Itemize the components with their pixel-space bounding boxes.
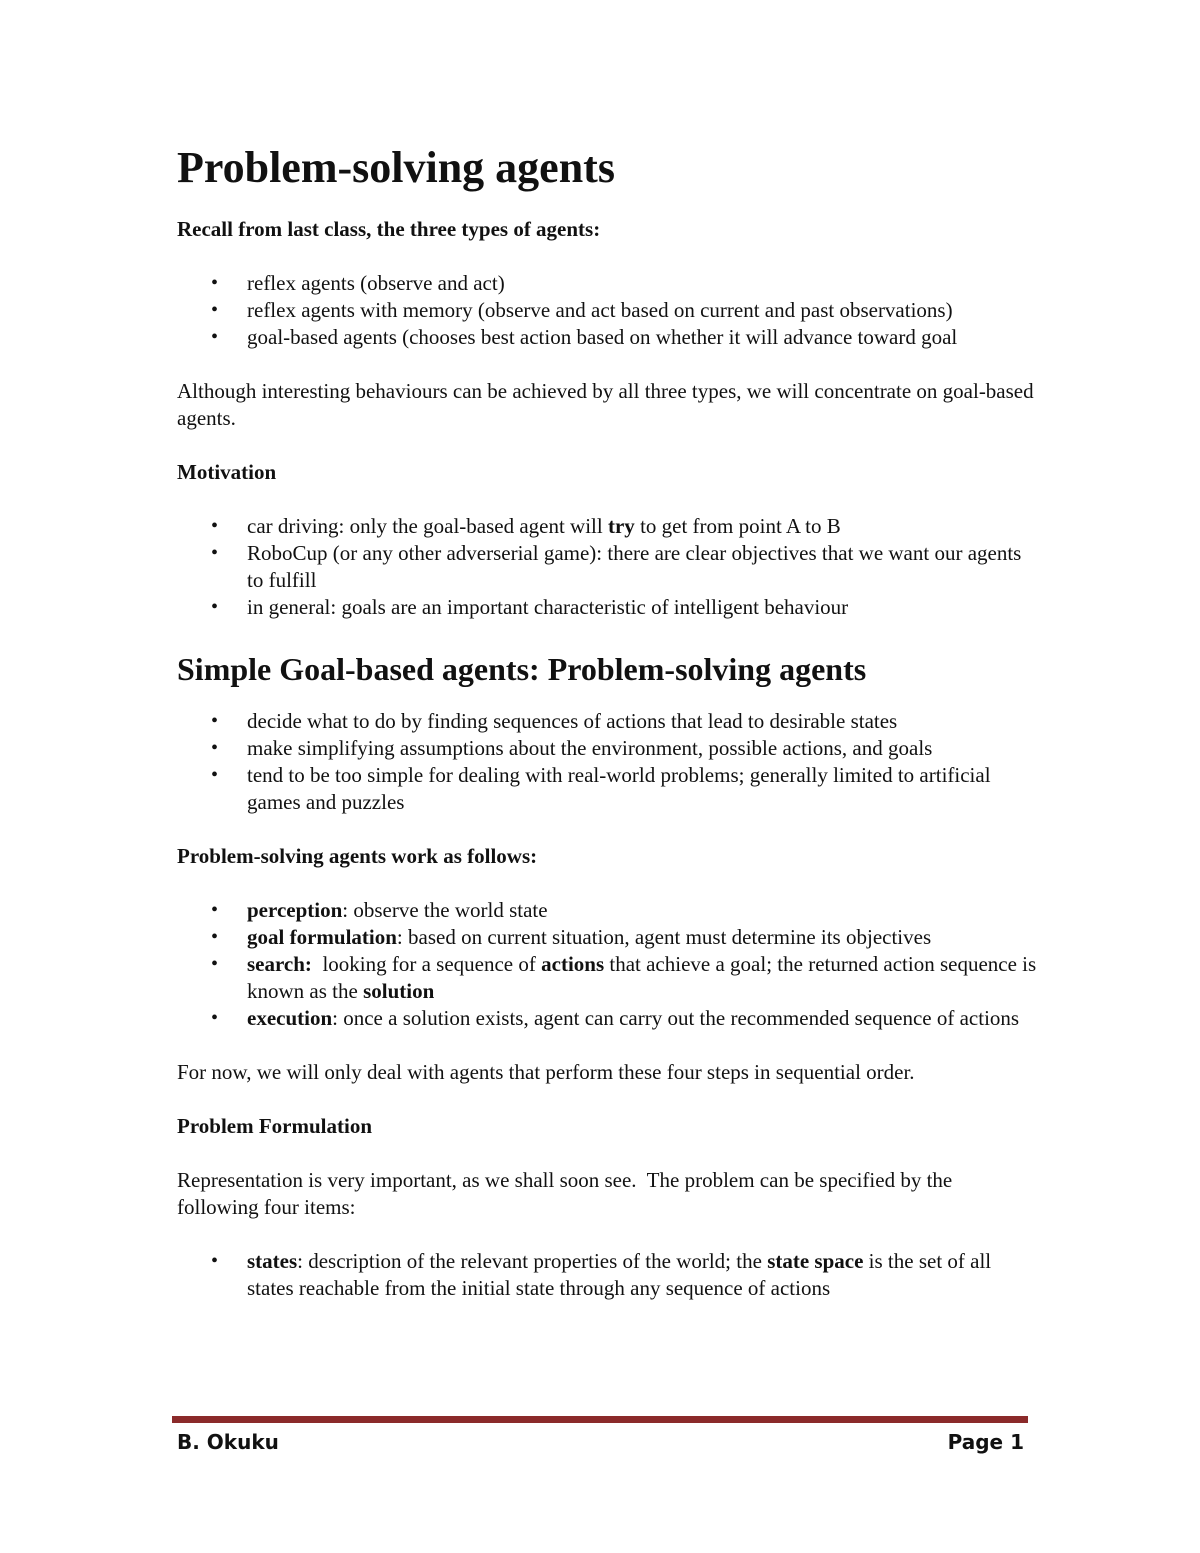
formulation-heading: Problem Formulation [177, 1114, 373, 1138]
term-search: search: [247, 952, 312, 976]
motivation-heading: Motivation [177, 460, 277, 484]
page-content [177, 140, 1042, 1329]
list-item: • reflex agents with memory (observe and act based on current and past observations) [177, 297, 1037, 324]
item-text: : observe the world state [342, 898, 548, 922]
item-text: to get from point A to B [634, 514, 841, 538]
list-item [177, 513, 1037, 540]
item-text: : based on current situation, agent must determine its objectives [396, 925, 932, 949]
footer-author: B. Okuku [177, 1430, 279, 1454]
motivation-list [177, 513, 1037, 621]
list-item: • RoboCup (or any other adverserial game): there are clear objectives that we want our agents to fulfill [177, 540, 1037, 594]
recall-lead: Recall from last class, the three types of agents: [177, 217, 601, 241]
term-states: states [247, 1249, 298, 1273]
list-item: • tend to be too simple for dealing with real-world problems; generally limited to artificial games and puzzles [177, 762, 1037, 816]
term-goal-formulation: goal formulation [247, 925, 397, 949]
page-title: Problem-solving agents [177, 143, 615, 192]
list-item: • goal-based agents (chooses best action based on whether it will advance toward goal [177, 324, 1037, 351]
list-item [177, 951, 1042, 1005]
term-state-space: state space [767, 1249, 864, 1273]
term-solution: solution [363, 979, 435, 1003]
list-item [177, 1248, 1037, 1302]
list-item [177, 897, 1037, 924]
item-text: car driving: only the goal-based agent will [247, 514, 608, 538]
item-text: : once a solution exists, agent can carry out the recommended sequence of actions [332, 1006, 1020, 1030]
item-text: : description of the relevant properties of the world; the [297, 1249, 768, 1273]
term-execution: execution [247, 1006, 333, 1030]
list-item [177, 924, 1037, 951]
item-bold: try [607, 514, 635, 538]
although-paragraph: Although interesting behaviours can be achieved by all three types, we will concentrate on goal-based agents. [177, 379, 1034, 430]
for-now-paragraph: For now, we will only deal with agents that perform these four steps in sequential order. [177, 1060, 915, 1084]
workflow-lead: Problem-solving agents work as follows: [177, 844, 538, 868]
list-item: • in general: goals are an important characteristic of intelligent behaviour [177, 594, 1037, 621]
item-text: looking for a sequence of [311, 952, 542, 976]
term-perception: perception [247, 898, 343, 922]
item-text: that achieve a goal; the returned action sequence is known as the [247, 952, 1042, 1003]
formulation-list [177, 1248, 1037, 1302]
workflow-list [177, 897, 1042, 1032]
footer-rule [172, 1416, 1028, 1423]
goal-based-list [177, 708, 1037, 816]
agent-types-list [177, 270, 1037, 351]
list-item: • decide what to do by finding sequences of actions that lead to desirable states [177, 708, 1037, 735]
item-text: is the set of all states reachable from the initial state through any sequence of actions [247, 1249, 992, 1300]
formulation-paragraph: Representation is very important, as we shall soon see. The problem can be specified by the following four items: [177, 1168, 958, 1219]
list-item: • reflex agents (observe and act) [177, 270, 1037, 297]
list-item: • make simplifying assumptions about the environment, possible actions, and goals [177, 735, 1037, 762]
list-item [177, 1005, 1037, 1032]
section-heading: Simple Goal-based agents: Problem-solving agents [177, 651, 867, 687]
term-actions: actions [541, 952, 605, 976]
footer-page-number: Page 1 [947, 1430, 1024, 1454]
